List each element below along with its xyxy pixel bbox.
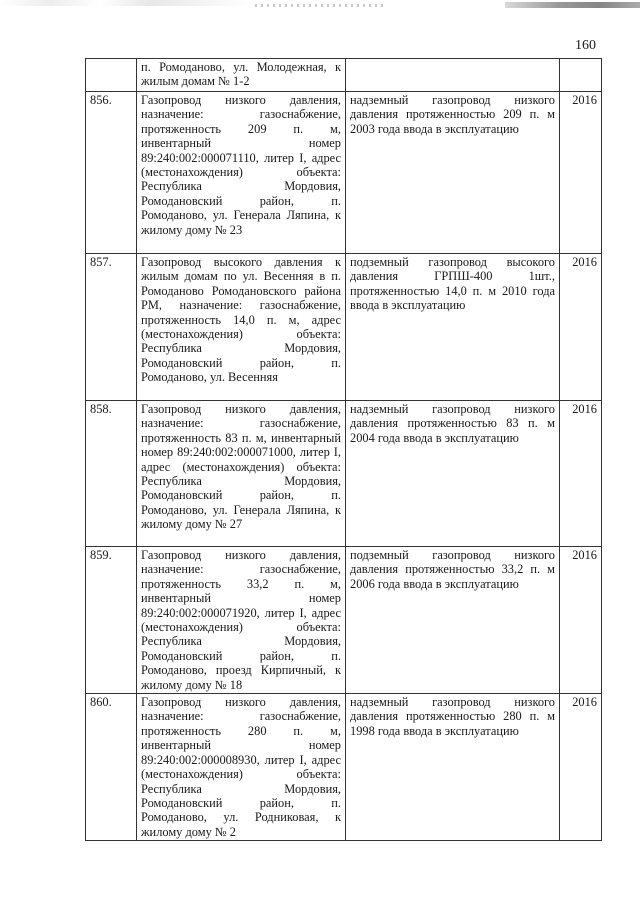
object-description-cell: надземный газопровод низкого давления протяженностью 209 п. м 2003 года ввода в эксплуатацию <box>346 92 560 254</box>
property-registry-table <box>85 58 602 841</box>
object-name-cell: Газопровод низкого давления, назначение: газоснабжение, протяженность 280 п. м, инвентарный номер 89:240:002:000008930, литер I, адрес (местонахождения) объекта: Республика Мордовия, Ромодановский район, п. Ромоданово, ул. Родниковая, к жилому дому № 2 <box>137 694 346 841</box>
table-row-continuation <box>86 59 602 92</box>
table-row <box>86 694 602 841</box>
row-number-cell: 860. <box>86 694 137 841</box>
object-name-cell: Газопровод высокого давления к жилым домам по ул. Весенняя в п. Ромоданово Ромодановского района РМ, назначение: газоснабжение, протяженность 14,0 п. м, адрес (местонахождения) объекта: Республика Мордовия, Ромодановский район, п. Ромоданово, ул. Весенняя <box>137 254 346 401</box>
object-name-cell: Газопровод низкого давления, назначение: газоснабжение, протяженность 33,2 п. м, инвентарный номер 89:240:002:000071920, литер I, адрес (местонахождения) объекта: Республика Мордовия, Ромодановский район, п. Ромоданово, проезд Кирпичный, к жилому дому № 18 <box>137 547 346 694</box>
object-name-cell <box>137 59 346 92</box>
row-number-cell: 859. <box>86 547 137 694</box>
year-cell: 2016 <box>560 254 602 401</box>
row-number-cell: 856. <box>86 92 137 254</box>
scan-artifact-left <box>0 0 250 6</box>
row-number-cell: 857. <box>86 254 137 401</box>
year-cell: 2016 <box>560 694 602 841</box>
scan-artifact-right <box>505 2 640 8</box>
year-cell <box>560 59 602 92</box>
object-description-cell: надземный газопровод низкого давления протяженностью 83 п. м 2004 года ввода в эксплуатацию <box>346 401 560 547</box>
row-number-cell: 858. <box>86 401 137 547</box>
table-row <box>86 92 602 254</box>
row-number-cell <box>86 59 137 92</box>
year-cell: 2016 <box>560 401 602 547</box>
object-description-cell <box>346 59 560 92</box>
page-number: 160 <box>575 38 596 53</box>
table-row <box>86 254 602 401</box>
object-description-cell: подземный газопровод низкого давления протяженностью 33,2 п. м 2006 года ввода в эксплуатацию <box>346 547 560 694</box>
year-cell: 2016 <box>560 92 602 254</box>
object-name-cell: Газопровод низкого давления, назначение: газоснабжение, протяженность 83 п. м, инвентарный номер 89:240:002:000071000, литер I, адрес (местонахождения) объекта: Республика Мордовия, Ромодановский район, п. Ромоданово, ул. Генерала Ляпина, к жилому дому № 27 <box>137 401 346 547</box>
table-row <box>86 547 602 694</box>
year-cell: 2016 <box>560 547 602 694</box>
table-row <box>86 401 602 547</box>
scan-artifact-middle <box>255 4 385 7</box>
object-name-cell: Газопровод низкого давления, назначение: газоснабжение, протяженность 209 п. м, инвентарный номер 89:240:002:000071110, литер I, адрес (местонахождения) объекта: Республика Мордовия, Ромодановский район, п. Ромоданово, ул. Генерала Ляпина, к жилому дому № 23 <box>137 92 346 254</box>
object-name-text: п. Ромоданово, ул. Молодежная, к жилым домам № 1-2 <box>141 60 341 89</box>
object-description-cell: подземный газопровод высокого давления ГРПШ-400 1шт., протяженностью 14,0 п. м 2010 года ввода в эксплуатацию <box>346 254 560 401</box>
object-description-cell: надземный газопровод низкого давления протяженностью 280 п. м 1998 года ввода в эксплуатацию <box>346 694 560 841</box>
